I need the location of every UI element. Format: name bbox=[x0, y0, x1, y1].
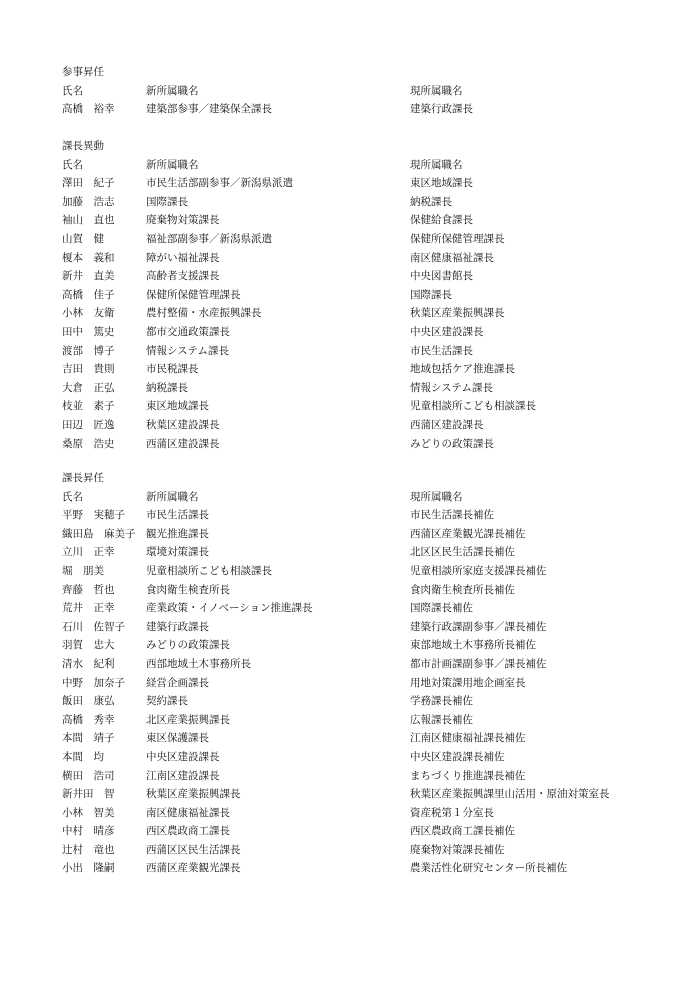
current-post: 建築行政課長 bbox=[410, 103, 473, 116]
new-post: 西蒲区産業観光課長 bbox=[146, 862, 241, 875]
current-post: 納税課長 bbox=[410, 195, 452, 208]
table-row bbox=[62, 416, 662, 435]
table-row bbox=[62, 636, 662, 655]
table-row bbox=[62, 655, 662, 674]
person-name: 平野 実穂子 bbox=[62, 509, 125, 522]
new-post: 高齢者支援課長 bbox=[146, 270, 220, 283]
table-row bbox=[62, 859, 662, 878]
current-post: 児童相談所こども相談課長 bbox=[410, 400, 536, 413]
current-post: 建築行政課副参事／課長補佐 bbox=[410, 620, 547, 633]
new-post: 北区産業振興課長 bbox=[146, 713, 230, 726]
current-post: 資産税第１分室長 bbox=[410, 806, 494, 819]
table-row bbox=[62, 674, 662, 693]
header-new-post: 新所属職名 bbox=[146, 158, 199, 171]
table-row bbox=[62, 506, 662, 525]
new-post: 南区健康福祉課長 bbox=[146, 806, 230, 819]
table-row bbox=[62, 174, 662, 193]
current-post: みどりの政策課長 bbox=[410, 437, 494, 450]
header-current-post: 現所属職名 bbox=[410, 158, 463, 171]
table-row bbox=[62, 767, 662, 786]
current-post: 西蒲区建設課長 bbox=[410, 418, 484, 431]
new-post: 納税課長 bbox=[146, 381, 188, 394]
person-name: 横田 浩司 bbox=[62, 769, 115, 782]
person-name: 加藤 浩志 bbox=[62, 195, 115, 208]
table-row bbox=[62, 100, 662, 119]
new-post: 契約課長 bbox=[146, 695, 188, 708]
person-name: 石川 佐智子 bbox=[62, 620, 125, 633]
table-row bbox=[62, 581, 662, 600]
person-name: 飯田 康弘 bbox=[62, 695, 115, 708]
current-post: 秋葉区産業振興課長 bbox=[410, 307, 505, 320]
person-name: 齊藤 哲也 bbox=[62, 583, 115, 596]
current-post: 地域包括ケア推進課長 bbox=[410, 363, 515, 376]
current-post: 江南区健康福祉課長補佐 bbox=[410, 732, 526, 745]
current-post: 保健給食課長 bbox=[410, 214, 473, 227]
person-name: 枝並 素子 bbox=[62, 400, 115, 413]
header-current-post: 現所属職名 bbox=[410, 490, 463, 503]
person-name: 桑原 浩史 bbox=[62, 437, 115, 450]
section-sanji-promotion bbox=[62, 63, 662, 119]
new-post: 環境対策課長 bbox=[146, 546, 209, 559]
current-post: 南区健康福祉課長 bbox=[410, 251, 494, 264]
person-name: 小林 智美 bbox=[62, 806, 115, 819]
current-post: 中央区建設課長補佐 bbox=[410, 750, 505, 763]
person-name: 渡部 博子 bbox=[62, 344, 115, 357]
table-row bbox=[62, 304, 662, 323]
new-post: 農村整備・水産振興課長 bbox=[146, 307, 262, 320]
current-post: 情報システム課長 bbox=[410, 381, 493, 394]
current-post: 秋葉区産業振興課里山活用・原油対策室長 bbox=[410, 788, 610, 801]
table-row bbox=[62, 562, 662, 581]
new-post: 児童相談所こども相談課長 bbox=[146, 564, 272, 577]
current-post: 廃棄物対策課長補佐 bbox=[410, 843, 505, 856]
section-kacho-transfer bbox=[62, 137, 662, 453]
new-post: 秋葉区建設課長 bbox=[146, 418, 220, 431]
section-kacho-promotion bbox=[62, 469, 662, 878]
new-post: 食肉衛生検査所長 bbox=[146, 583, 230, 596]
new-post: 建築行政課長 bbox=[146, 620, 209, 633]
current-post: 農業活性化研究センター所長補佐 bbox=[410, 862, 568, 875]
current-post: 用地対策課用地企画室長 bbox=[410, 676, 526, 689]
person-name: 高橋 佳子 bbox=[62, 288, 115, 301]
person-name: 本間 均 bbox=[62, 750, 104, 763]
person-name: 榎本 義和 bbox=[62, 251, 115, 264]
table-row bbox=[62, 249, 662, 268]
person-name: 山賀 健 bbox=[62, 232, 104, 245]
new-post: 廃棄物対策課長 bbox=[146, 214, 220, 227]
person-name: 荒井 正幸 bbox=[62, 602, 115, 615]
table-row bbox=[62, 729, 662, 748]
table-row bbox=[62, 599, 662, 618]
current-post: 食肉衛生検査所長補佐 bbox=[410, 583, 515, 596]
person-name: 羽賀 忠大 bbox=[62, 639, 115, 652]
table-row bbox=[62, 618, 662, 637]
header-new-post: 新所属職名 bbox=[146, 84, 199, 97]
person-name: 田辺 匠逸 bbox=[62, 418, 115, 431]
person-name: 立川 正幸 bbox=[62, 546, 115, 559]
table-row bbox=[62, 748, 662, 767]
new-post: 保健所保健管理課長 bbox=[146, 288, 241, 301]
person-name: 大倉 正弘 bbox=[62, 381, 115, 394]
new-post: 情報システム課長 bbox=[146, 344, 229, 357]
current-post: 国際課長補佐 bbox=[410, 602, 473, 615]
table-row bbox=[62, 379, 662, 398]
person-name: 澤田 紀子 bbox=[62, 177, 115, 190]
table-row bbox=[62, 804, 662, 823]
table-row bbox=[62, 711, 662, 730]
rows bbox=[62, 100, 662, 119]
person-name: 新井 直美 bbox=[62, 270, 115, 283]
header-name: 氏名 bbox=[62, 158, 83, 171]
table-row bbox=[62, 360, 662, 379]
table-row bbox=[62, 323, 662, 342]
table-row bbox=[62, 435, 662, 454]
new-post: 西蒲区建設課長 bbox=[146, 437, 220, 450]
table-row bbox=[62, 525, 662, 544]
table-row bbox=[62, 785, 662, 804]
person-name: 高橋 裕幸 bbox=[62, 103, 115, 116]
person-name: 中野 加奈子 bbox=[62, 676, 125, 689]
section-title: 参事昇任 bbox=[62, 66, 104, 78]
new-post: 福祉部副参事／新潟県派遣 bbox=[146, 232, 272, 245]
section-title: 課長昇任 bbox=[62, 472, 104, 484]
person-name: 高橋 秀幸 bbox=[62, 713, 115, 726]
current-post: 西蒲区産業観光課長補佐 bbox=[410, 527, 526, 540]
person-name: 新井田 智 bbox=[62, 788, 115, 801]
person-name: 織田島 麻美子 bbox=[62, 527, 136, 540]
table-row bbox=[62, 342, 662, 361]
table-row bbox=[62, 230, 662, 249]
person-name: 田中 篤史 bbox=[62, 325, 115, 338]
current-post: 東区地域課長 bbox=[410, 177, 473, 190]
new-post: 西部地域土木事務所長 bbox=[146, 657, 251, 670]
rows bbox=[62, 174, 662, 453]
new-post: みどりの政策課長 bbox=[146, 639, 230, 652]
table-row bbox=[62, 692, 662, 711]
person-name: 清水 紀利 bbox=[62, 657, 115, 670]
new-post: 障がい福祉課長 bbox=[146, 251, 220, 264]
new-post: 産業政策・イノベーション推進課長 bbox=[146, 602, 313, 615]
current-post: 市民生活課長 bbox=[410, 344, 473, 357]
new-post: 東区保護課長 bbox=[146, 732, 209, 745]
current-post: 国際課長 bbox=[410, 288, 452, 301]
header-row bbox=[62, 156, 662, 175]
new-post: 経営企画課長 bbox=[146, 676, 209, 689]
new-post: 建築部参事／建築保全課長 bbox=[146, 103, 272, 116]
current-post: 西区農政商工課長補佐 bbox=[410, 825, 515, 838]
new-post: 秋葉区産業振興課長 bbox=[146, 788, 241, 801]
new-post: 西区農政商工課長 bbox=[146, 825, 230, 838]
person-name: 中村 晴彦 bbox=[62, 825, 115, 838]
current-post: 中央区建設課長 bbox=[410, 325, 484, 338]
header-row bbox=[62, 488, 662, 507]
current-post: 児童相談所家庭支援課長補佐 bbox=[410, 564, 547, 577]
person-name: 堀 朋美 bbox=[62, 564, 104, 577]
new-post: 市民生活部副参事／新潟県派遣 bbox=[146, 177, 293, 190]
new-post: 西蒲区区民生活課長 bbox=[146, 843, 241, 856]
new-post: 国際課長 bbox=[146, 195, 188, 208]
current-post: 広報課長補佐 bbox=[410, 713, 473, 726]
person-name: 小出 隆嗣 bbox=[62, 862, 115, 875]
header-name: 氏名 bbox=[62, 84, 83, 97]
current-post: 中央図書館長 bbox=[410, 270, 473, 283]
table-row bbox=[62, 841, 662, 860]
table-row bbox=[62, 822, 662, 841]
rows bbox=[62, 506, 662, 878]
current-post: 学務課長補佐 bbox=[410, 695, 473, 708]
header-row bbox=[62, 82, 662, 101]
current-post: 保健所保健管理課長 bbox=[410, 232, 505, 245]
new-post: 市民生活課長 bbox=[146, 509, 209, 522]
header-new-post: 新所属職名 bbox=[146, 490, 199, 503]
header-name: 氏名 bbox=[62, 490, 83, 503]
table-row bbox=[62, 543, 662, 562]
section-title: 課長異動 bbox=[62, 140, 104, 152]
person-name: 辻村 竜也 bbox=[62, 843, 115, 856]
current-post: 都市計画課副参事／課長補佐 bbox=[410, 657, 547, 670]
current-post: 東部地域土木事務所長補佐 bbox=[410, 639, 536, 652]
new-post: 中央区建設課長 bbox=[146, 750, 220, 763]
new-post: 都市交通政策課長 bbox=[146, 325, 230, 338]
current-post: まちづくり推進課長補佐 bbox=[410, 769, 526, 782]
table-row bbox=[62, 211, 662, 230]
person-name: 吉田 貴則 bbox=[62, 363, 115, 376]
new-post: 市民税課長 bbox=[146, 363, 199, 376]
person-name: 小林 友衛 bbox=[62, 307, 115, 320]
header-current-post: 現所属職名 bbox=[410, 84, 463, 97]
person-name: 本間 靖子 bbox=[62, 732, 115, 745]
new-post: 観光推進課長 bbox=[146, 527, 209, 540]
current-post: 市民生活課長補佐 bbox=[410, 509, 494, 522]
table-row bbox=[62, 397, 662, 416]
person-name: 袖山 直也 bbox=[62, 214, 115, 227]
current-post: 北区区民生活課長補佐 bbox=[410, 546, 515, 559]
table-row bbox=[62, 267, 662, 286]
table-row bbox=[62, 193, 662, 212]
new-post: 東区地域課長 bbox=[146, 400, 209, 413]
table-row bbox=[62, 286, 662, 305]
new-post: 江南区建設課長 bbox=[146, 769, 220, 782]
